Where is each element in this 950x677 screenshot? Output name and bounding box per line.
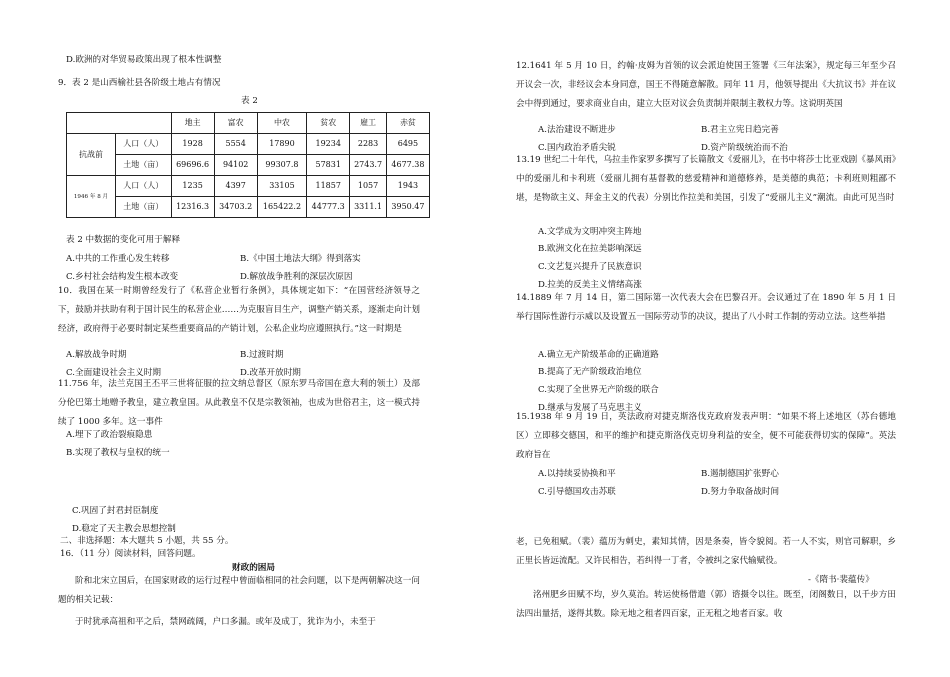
q12-option-d: D.资产阶级统治而不治 [701, 143, 788, 153]
q16-stem: 16．（11 分）阅读材料，回答问题。 [60, 549, 201, 559]
table-cell: 4677.38 [386, 155, 429, 176]
q10-option-d: D.改革开放时期 [240, 368, 301, 378]
q9-option-a: A.中共的工作重心发生转移 [66, 254, 170, 264]
q14-option-c: C.实现了全世界无产阶级的联合 [538, 385, 659, 395]
table-cell: 94102 [214, 155, 257, 176]
q8-option-d: D.欧洲的对华贸易政策出现了根本性调整 [66, 55, 222, 65]
q9-stem: 9．表 2 是山西榆社县各阶级土地占有情况 [58, 78, 221, 88]
land-table [66, 112, 430, 218]
q9-question: 表 2 中数据的变化可用于解释 [66, 235, 181, 245]
q13-option-a: A.文学成为文明冲突主阵地 [538, 227, 642, 237]
row-label: 土地（亩） [116, 155, 172, 176]
q16-quote2: 洺州肥乡田赋不均，岁久莫治。转运使杨借遣（郭）谘摄令以往。既至，闭阁数日，以千步方田法四出量括，遂得其数。除无地之租者四百家，正无租之地者百家。收 [516, 590, 896, 619]
q11-option-c: C.巩固了封君封臣制度 [72, 506, 159, 516]
table-cell: 69696.6 [171, 155, 214, 176]
q10-option-b: B.过渡时期 [240, 350, 284, 360]
q16-title: 财政的困局 [232, 563, 275, 573]
table-cell: 5554 [214, 134, 257, 155]
table-cell: 34703.2 [214, 197, 257, 218]
table-cell: 57831 [307, 155, 350, 176]
table-cell: 44777.3 [307, 197, 350, 218]
table-cell: 33105 [257, 176, 306, 197]
table-corner [67, 113, 172, 134]
q11-stem: 11.756 年，法兰克国王丕平三世将征服的拉文纳总督区（原东罗马帝国在意大利的领土）及部分伦巴第土地赠予教皇，建立教皇国。从此教皇不仅是宗教领袖，也成为世俗君主，这一模式持续了 1000 多年。这一事件 [58, 379, 420, 427]
table-cell: 1928 [171, 134, 214, 155]
q16-source: -《隋书·裴蕴传》 [808, 575, 874, 585]
q13-option-d: D.拉美的反美主义情绪高涨 [538, 280, 642, 290]
q14-stem: 14.1889 年 7 月 14 日，第二国际第一次代表大会在巴黎召开。会议通过了在 1890 年 5 月 1 日举行国际性游行示威以及设置五一国际劳动节的决议，提出了八小时工作制的劳动立法。这些举措 [516, 293, 896, 322]
table-cell: 3950.47 [386, 197, 429, 218]
table-cell: 6495 [386, 134, 429, 155]
q13-option-c: C.文艺复兴提升了民族意识 [538, 262, 642, 272]
header-cell: 中农 [257, 113, 306, 134]
table-cell: 17890 [257, 134, 306, 155]
q12-option-b: B.君主立宪日趋完善 [701, 125, 779, 135]
part2-heading: 二、非选择题：本大题共 5 小题，共 55 分。 [60, 536, 234, 546]
table-cell: 99307.8 [257, 155, 306, 176]
q16-intro: 阶和北宋立国后，在国家财政的运行过程中曾面临相同的社会问题，以下是两朝解决这一问题的相关记载： [58, 576, 420, 605]
row-label: 人口（人） [116, 134, 172, 155]
q15-option-c: C.引导德国攻击苏联 [538, 487, 616, 497]
table-cell: 3311.1 [350, 197, 387, 218]
table2-title: 表 2 [241, 96, 258, 106]
q11-option-a: A.埋下了政治裂痕隐患 [66, 430, 153, 440]
row-label: 土地（亩） [116, 197, 172, 218]
table-cell: 4397 [214, 176, 257, 197]
q9-option-b: B.《中国土地法大纲》得到落实 [240, 254, 361, 264]
q13-option-b: B.欧洲文化在拉美影响深远 [538, 244, 642, 254]
q15-option-a: A.以持续妥协换和平 [538, 469, 616, 479]
q12-stem: 12.1641 年 5 月 10 日，约翰·皮姆为首领的议会派迫使国王签署《三年法案》，规定每三年至少召开议会一次，非经议会本身同意，国王不得随意解散。同年 11 月，他领导提出《大抗议书》并在议会中得到通过，要求商业自由，建立大臣对议会负责制并限制主教权力等。这说明英国 [516, 61, 896, 109]
q9-option-d: D.解放战争胜利的深层次原因 [240, 272, 353, 282]
table-cell: 1235 [171, 176, 214, 197]
q14-option-b: B.提高了无产阶级政治地位 [538, 367, 642, 377]
q13-stem: 13.19 世纪二十年代，乌拉圭作家罗多撰写了长篇散文《爱丽儿》，在书中将莎士比亚戏剧《暴风雨》中的爱丽儿和卡利班（爱丽儿拥有基督教的慈爱精神和道德修养，是美德的典范；卡利班则粗鄙不堪，是物欲主义、拜金主义的代表）分别比作拉美和美国，引发了“爱丽儿主义”潮流。由此可见当时 [516, 155, 896, 203]
q16-quote-continued: 老，已免租赋。（裴）蕴历为刺史，素知其情，因是条奏，皆令貌阅。若一人不实，则官司解职，乡正里长皆远流配。又许民相告，若纠得一丁者，令被纠之家代输赋役。 [516, 537, 896, 566]
q9-option-c: C.乡村社会结构发生根本改变 [66, 272, 179, 282]
header-cell: 赤贫 [386, 113, 429, 134]
q14-option-a: A.确立无产阶级革命的正确道路 [538, 350, 659, 360]
table-cell: 2743.7 [350, 155, 387, 176]
q12-option-c: C.国内政治矛盾尖锐 [538, 143, 616, 153]
q10-option-a: A.解放战争时期 [66, 350, 127, 360]
table-cell: 165422.2 [257, 197, 306, 218]
q14-option-d: D.继承与发展了马克思主义 [538, 403, 642, 413]
header-cell: 地主 [171, 113, 214, 134]
table-cell: 19234 [307, 134, 350, 155]
q12-option-a: A.法治建设不断进步 [538, 125, 616, 135]
table-cell: 11857 [307, 176, 350, 197]
table-cell: 12316.3 [171, 197, 214, 218]
header-cell: 贫农 [307, 113, 350, 134]
q15-option-d: D.努力争取备战时间 [701, 487, 780, 497]
period-label: 抗战前 [67, 134, 116, 176]
q11-option-b: B.实现了教权与皇权的统一 [66, 448, 170, 458]
q16-quote-start: 于时犹承高祖和平之后，禁网疏阔，户口多漏。或年及成丁，犹诈为小，未至于 [75, 617, 376, 627]
table-cell: 2283 [350, 134, 387, 155]
q15-option-b: B.遏制德国扩张野心 [701, 469, 779, 479]
header-cell: 富农 [214, 113, 257, 134]
period-label: 1946 年 8 月 [67, 176, 116, 218]
row-label: 人口（人） [116, 176, 172, 197]
q10-option-c: C.全面建设社会主义时期 [66, 368, 161, 378]
table-cell: 1057 [350, 176, 387, 197]
q11-option-d: D.稳定了天主教会思想控制 [72, 524, 176, 534]
header-cell: 雇工 [350, 113, 387, 134]
q15-stem: 15.1938 年 9 月 19 日，英法政府对捷克斯洛伐克政府发表声明：“如果不将上述地区（苏台德地区）立即移交德国，和平的维护和捷克斯洛伐克切身利益的安全，便不可能获得切实的保障”。英法政府旨在 [516, 412, 896, 460]
table-cell: 1943 [386, 176, 429, 197]
q10-stem: 10．我国在某一时期曾经发行了《私营企业暂行条例》，具体规定如下：“在国营经济领导之下，鼓励并扶助有利于国计民生的私营企业……为克服盲目生产，调整产销关系，逐渐走向计划经济，政府得于必要时制定某些重要商品的产销计划，公私企业均应遵照执行。”这一时期是 [58, 286, 420, 334]
